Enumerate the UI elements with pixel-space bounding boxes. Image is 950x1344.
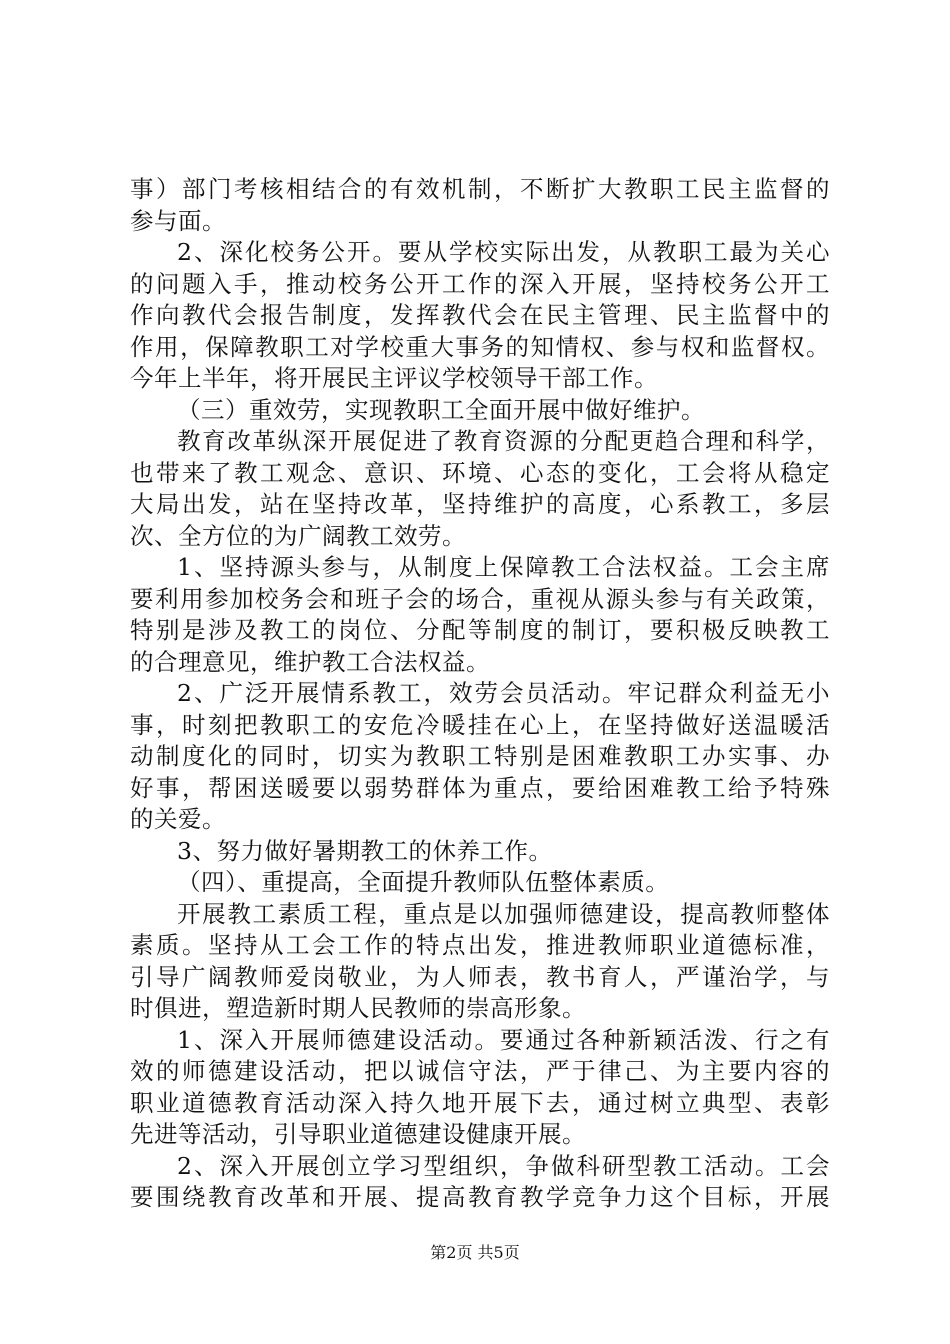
text-line: 2、广泛开展情系教工，效劳会员活动。牢记群众利益无小: [177, 679, 830, 707]
text-line: 开展教工素质工程，重点是以加强师德建设，提高教师整体: [177, 899, 830, 928]
text-line: （四）、重提高，全面提升教师队伍整体素质。: [177, 868, 670, 896]
page-footer: [0, 1243, 950, 1263]
text-line: 时俱进，塑造新时期人民教师的崇高形象。: [130, 994, 586, 1022]
text-line: 作向教代会报告制度，发挥教代会在民主管理、民主监督中的: [130, 301, 830, 329]
text-line: 要围绕教育改革和开展、提高教育教学竞争力这个目标，开展: [130, 1183, 830, 1211]
text-line: 先进等活动，引导职业道德建设健康开展。: [130, 1120, 586, 1148]
text-line: 的问题入手，推动校务公开工作的深入开展，坚持校务公开工: [130, 269, 830, 298]
text-line: 特别是涉及教工的岗位、分配等制度的制订，要积极反映教工: [130, 616, 830, 644]
text-line: 职业道德教育活动深入持久地开展下去，通过树立典型、表彰: [130, 1088, 830, 1117]
document-body: [130, 174, 830, 1214]
text-line: 的合理意见，维护教工合法权益。: [130, 647, 490, 676]
text-line: 好事，帮困送暖要以弱势群体为重点，要给困难教工给予特殊: [130, 773, 830, 802]
text-line: 素质。坚持从工会工作的特点出发，推进教师职业道德标准，: [130, 931, 830, 959]
text-line: （三）重效劳，实现教职工全面开展中做好维护。: [177, 395, 705, 424]
text-line: 大局出发，站在坚持改革，坚持维护的高度，心系教工，多层: [130, 490, 830, 518]
text-line: 动制度化的同时，切实为教职工特别是困难教职工办实事、办: [130, 742, 830, 770]
text-line: 2、深化校务公开。要从学校实际出发，从教职工最为关心: [177, 238, 830, 266]
text-line: 也带来了教工观念、意识、环境、心态的变化，工会将从稳定: [130, 458, 830, 487]
text-line: 引导广阔教师爱岗敬业，为人师表，教书育人，严谨治学，与: [130, 962, 830, 991]
text-line: 2、深入开展创立学习型组织，争做科研型教工活动。工会: [177, 1151, 830, 1180]
text-line: 1、坚持源头参与，从制度上保障教工合法权益。工会主席: [177, 553, 830, 581]
text-line: 事，时刻把教职工的安危冷暖挂在心上，在坚持做好送温暖活: [130, 710, 830, 739]
text-line: 3、努力做好暑期教工的休养工作。: [177, 836, 553, 865]
page-number-label: 第2页 共5页: [430, 1243, 520, 1262]
text-line: 教育改革纵深开展促进了教育资源的分配更趋合理和科学，: [177, 427, 830, 455]
text-line: 要利用参加校务会和班子会的场合，重视从源头参与有关政策，: [130, 584, 830, 613]
text-line: 作用，保障教职工对学校重大事务的知情权、参与权和监督权。: [130, 332, 830, 361]
text-line: 1、深入开展师德建设活动。要通过各种新颖活泼、行之有: [177, 1025, 830, 1054]
text-line: 事）部门考核相结合的有效机制，不断扩大教职工民主监督的: [130, 175, 830, 203]
text-line: 参与面。: [130, 206, 226, 235]
text-line: 今年上半年，将开展民主评议学校领导干部工作。: [130, 364, 658, 392]
text-line: 次、全方位的为广阔教工效劳。: [130, 521, 466, 550]
text-line: 的关爱。: [130, 805, 226, 833]
text-line: 效的师德建设活动，把以诚信守法，严于律己、为主要内容的: [130, 1057, 830, 1085]
